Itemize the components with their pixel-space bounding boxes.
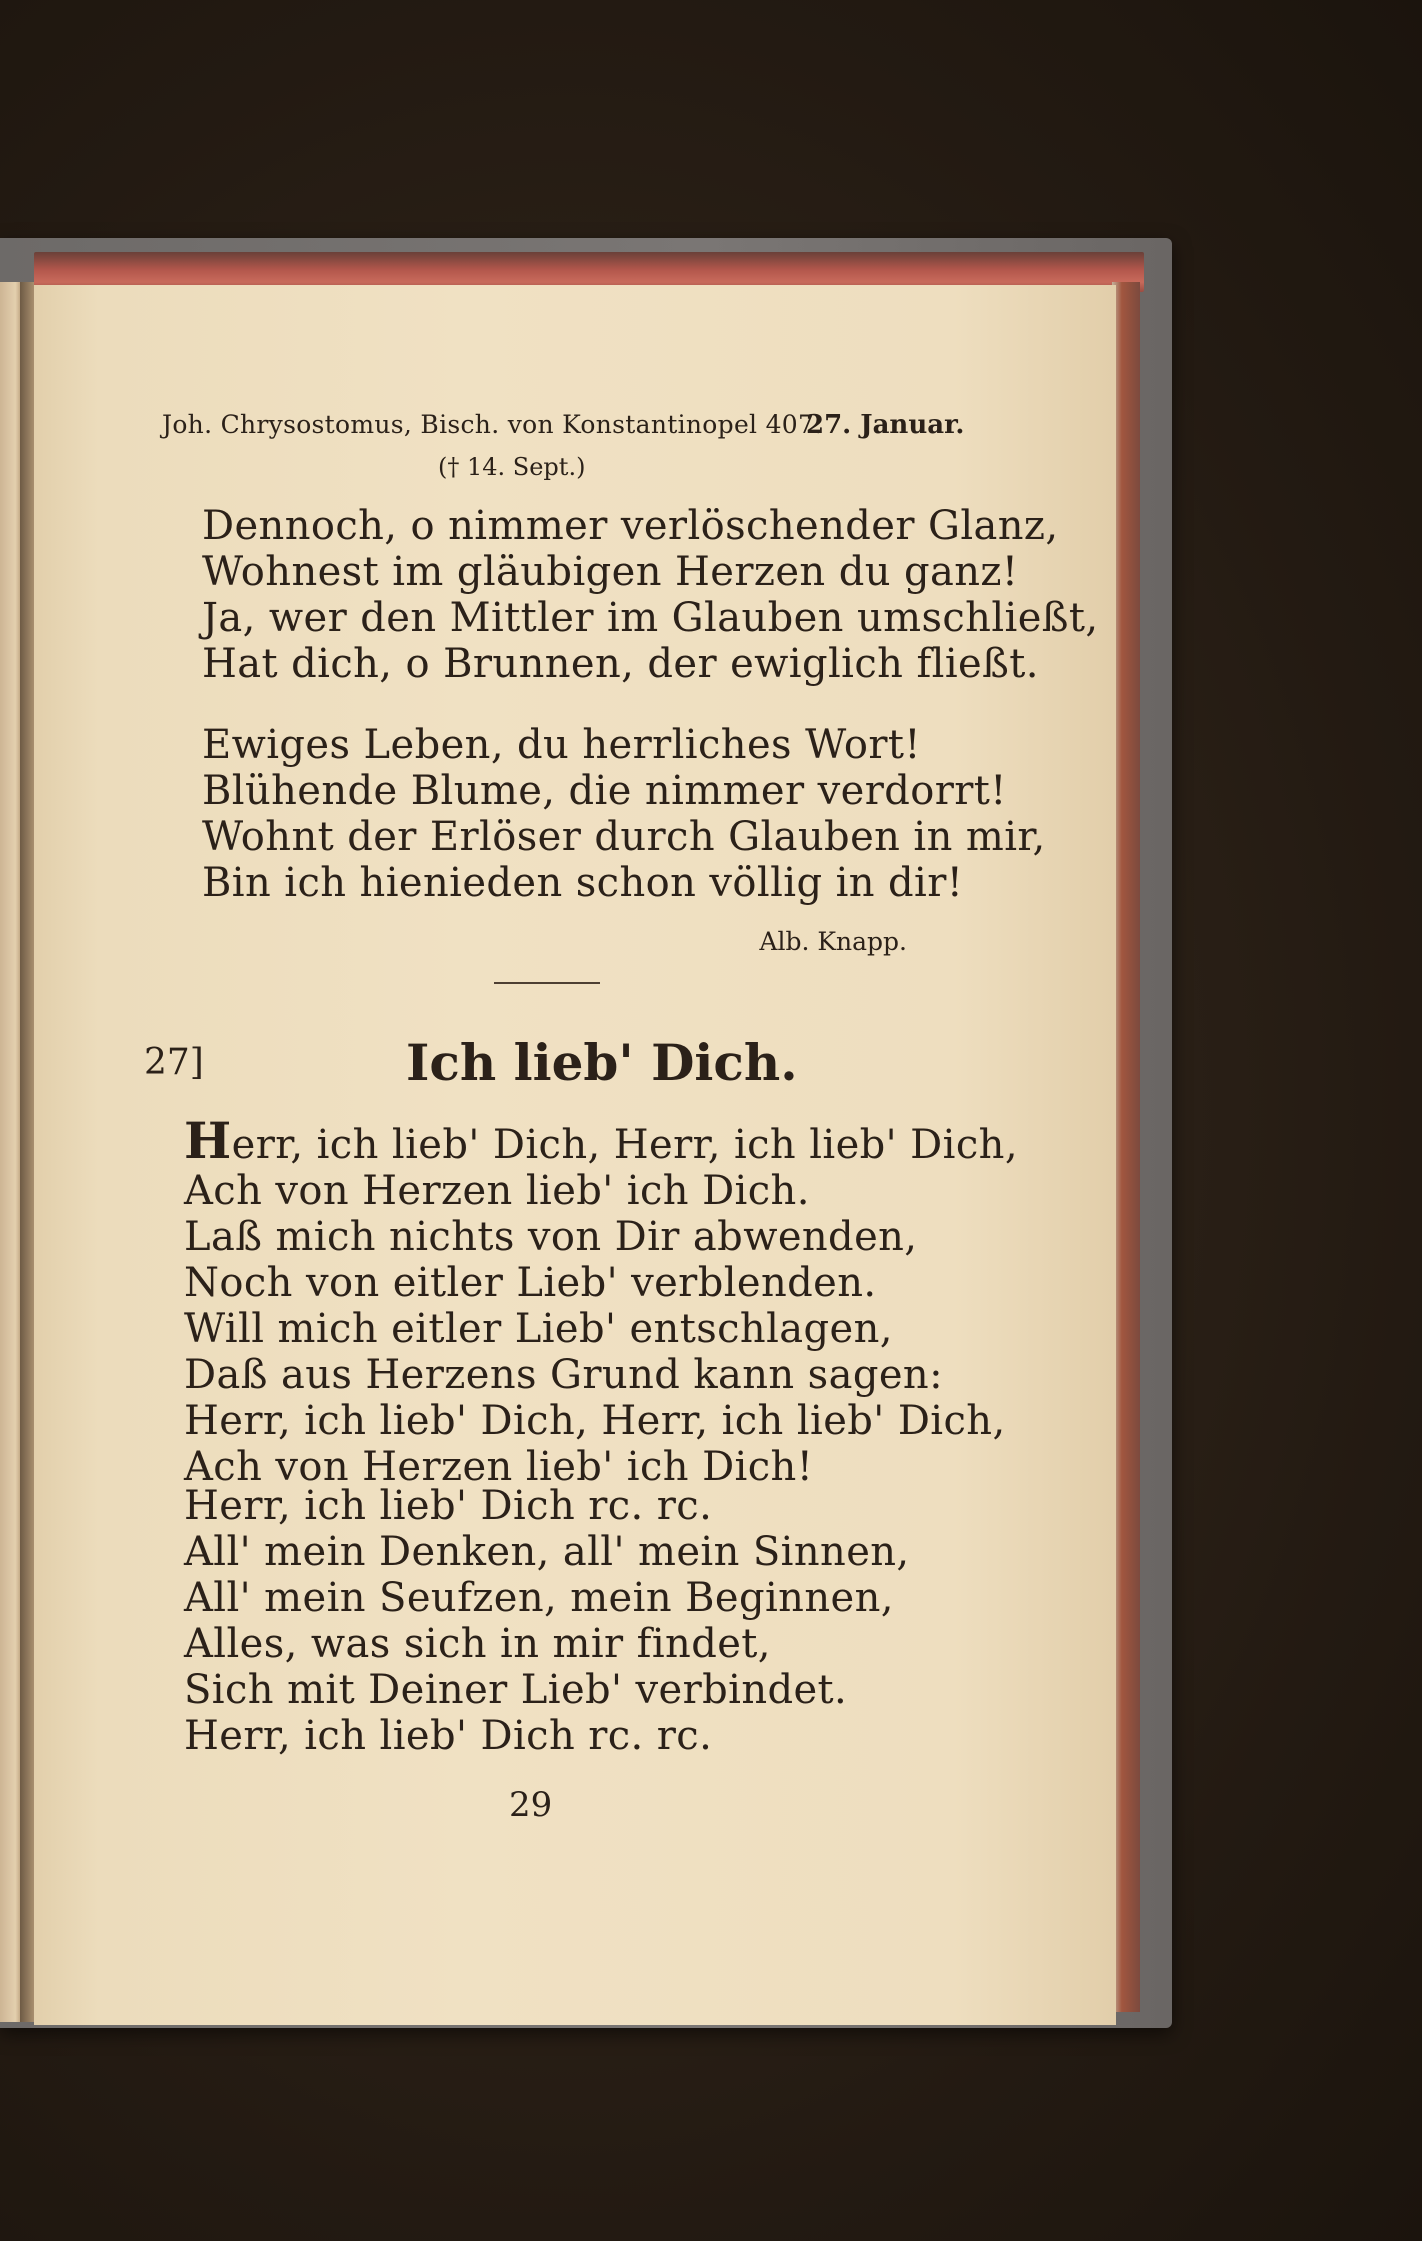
verse-line: Dennoch, o nimmer verlöschender Glanz,	[202, 503, 1059, 549]
verse-line: Sich mit Deiner Lieb' verbindet.	[184, 1667, 848, 1713]
verse-line: Alles, was sich in mir findet,	[184, 1621, 771, 1667]
header-death-date: († 14. Sept.)	[438, 453, 586, 481]
verse-line: Ach von Herzen lieb' ich Dich!	[184, 1444, 814, 1490]
drop-cap: H	[184, 1111, 232, 1170]
book-gutter	[20, 282, 34, 2022]
verse-line: Noch von eitler Lieb' verblenden.	[184, 1260, 877, 1306]
left-page-edge	[0, 282, 22, 2022]
poem1-author: Alb. Knapp.	[759, 927, 907, 956]
hymn-stanza2	[184, 1483, 910, 1759]
verse-line: Herr, ich lieb' Dich, Herr, ich lieb' Dich,	[184, 1398, 1006, 1444]
verse-line: All' mein Seufzen, mein Beginnen,	[184, 1575, 894, 1621]
verse-line: Blühende Blume, die nimmer verdorrt!	[202, 768, 1007, 814]
verse-line: Will mich eitler Lieb' entschlagen,	[184, 1306, 893, 1352]
verse-line: Ach von Herzen lieb' ich Dich.	[184, 1168, 810, 1214]
page-number: 29	[509, 1785, 553, 1825]
book-page	[34, 285, 1116, 2025]
verse-line: Herr, ich lieb' Dich rc. rc.	[184, 1713, 713, 1759]
verse-line: Wohnt der Erlöser durch Glauben in mir,	[202, 814, 1046, 860]
verse-line: Herr, ich lieb' Dich rc. rc.	[184, 1483, 713, 1529]
hymn-number: 27]	[144, 1042, 204, 1083]
header-source-line: Joh. Chrysostomus, Bisch. von Konstantinopel 407.	[162, 410, 823, 439]
hymn-title: Ich lieb' Dich.	[406, 1033, 798, 1092]
poem1-stanza1	[202, 503, 1099, 687]
verse-line-first	[184, 1111, 1018, 1170]
section-divider	[494, 982, 600, 984]
verse-line: All' mein Denken, all' mein Sinnen,	[184, 1529, 910, 1575]
verse-line: Ewiges Leben, du herrliches Wort!	[202, 722, 921, 768]
page-edge-side	[1112, 282, 1140, 2012]
verse-line: Bin ich hienieden schon völlig in dir!	[202, 860, 964, 906]
verse-line: Ja, wer den Mittler im Glauben umschließt,	[202, 595, 1099, 641]
verse-line: Hat dich, o Brunnen, der ewiglich fließt.	[202, 641, 1039, 687]
header-date: 27. Januar.	[806, 410, 965, 440]
hymn-stanza1	[184, 1111, 1018, 1490]
verse-line: Daß aus Herzens Grund kann sagen:	[184, 1352, 943, 1398]
poem1-stanza2	[202, 722, 1046, 906]
verse-line-rest: err, ich lieb' Dich, Herr, ich lieb' Dich,	[231, 1122, 1018, 1168]
verse-line: Laß mich nichts von Dir abwenden,	[184, 1214, 918, 1260]
verse-line: Wohnest im gläubigen Herzen du ganz!	[202, 549, 1019, 595]
